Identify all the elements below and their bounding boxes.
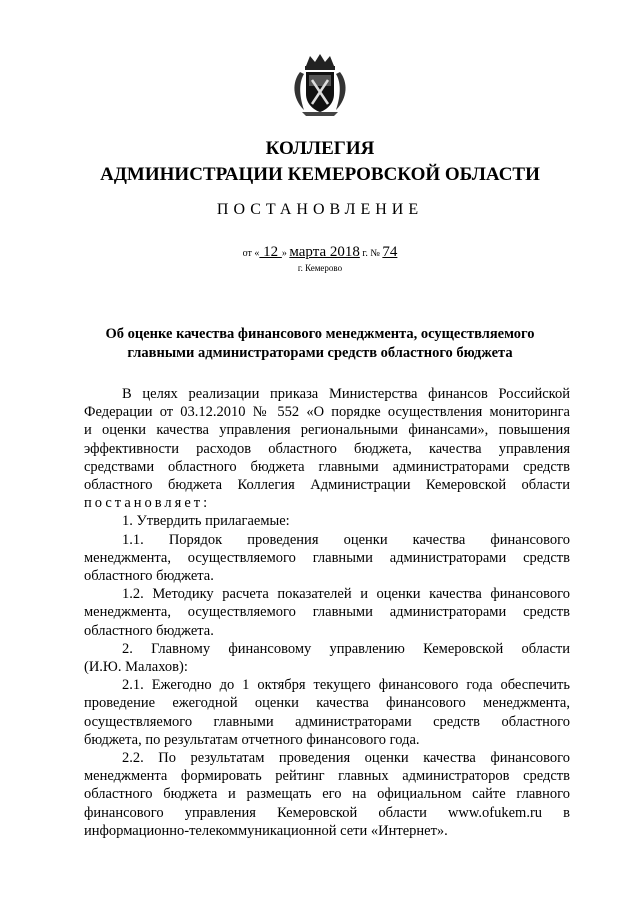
body-line: проведение ежегодной оценки качества финансового менеджмента, <box>84 695 570 712</box>
date-suffix: г. № <box>359 248 383 259</box>
body-line: областного бюджета. <box>84 568 214 585</box>
body-line: бюджета, по результатам отчетного финансового года. <box>84 731 420 748</box>
date-prefix: от « <box>242 248 260 259</box>
document-body <box>84 385 570 840</box>
organization-title-line1: КОЛЛЕГИЯ <box>265 138 375 159</box>
city-label: г. Кемерово <box>297 263 343 273</box>
body-line: областного бюджета. <box>84 622 214 639</box>
body-line: (И.Ю. Малахов): <box>84 659 188 676</box>
date-mid: » <box>281 248 290 259</box>
organization-title-line2: АДМИНИСТРАЦИИ КЕМЕРОВСКОЙ ОБЛАСТИ <box>100 164 540 185</box>
body-line: областного бюджета Коллегия Администрации Кемеровской области <box>84 477 570 494</box>
document-date-number <box>0 244 640 262</box>
body-line: осуществляемого главными администраторами средств областного <box>84 713 570 730</box>
subject-line1: Об оценке качества финансового менеджмента, осуществляемого <box>105 326 535 342</box>
date-month-year: марта 2018 <box>289 244 360 260</box>
body-line: менеджмента, осуществляемого главными администраторами средств <box>84 549 570 566</box>
date-day: 12 <box>259 244 282 260</box>
document-number: 74 <box>382 244 398 260</box>
coat-of-arms-emblem <box>290 52 350 118</box>
body-line: 1.1. Порядок проведения оценки качества финансового <box>122 531 570 548</box>
body-line: менеджмента, осуществляемого главными администраторами средств <box>84 604 570 621</box>
body-line: 2.1. Ежегодно до 1 октября текущего финансового года обеспечить <box>122 677 570 694</box>
body-line: В целях реализации приказа Министерства финансов Российской <box>122 386 570 402</box>
resolves-word: постановляет: <box>84 495 211 512</box>
body-line: средствами областного бюджета главными администраторами средств <box>84 458 570 475</box>
document-type-heading: ПОСТАНОВЛЕНИЕ <box>216 201 424 218</box>
body-line: 2.2. По результатам проведения оценки качества финансового <box>122 750 570 767</box>
body-line: и оценки качества управления региональными финансами», повышения <box>84 422 570 439</box>
body-line: эффективности расходов областного бюджета, качества управления <box>84 440 570 457</box>
document-subject <box>80 325 560 363</box>
body-line: 2. Главному финансовому управлению Кемеровской области <box>122 640 570 657</box>
body-line: финансового управления Кемеровской области www.ofukem.ru в <box>84 804 570 821</box>
body-line: областного бюджета и размещать его на официальном сайте главного <box>84 786 570 803</box>
body-line: 1.2. Методику расчета показателей и оценки качества финансового <box>122 586 570 603</box>
body-line: информационно-телекоммуникационной сети «Интернет». <box>84 822 448 839</box>
body-line: 1. Утвердить прилагаемые: <box>122 513 290 530</box>
body-line: Федерации от 03.12.2010 № 552 «О порядке осуществления мониторинга <box>84 404 570 421</box>
body-line: менеджмента формировать рейтинг главных администраторов средств <box>84 768 570 785</box>
subject-line2: главными администраторами средств областного бюджета <box>127 345 513 361</box>
